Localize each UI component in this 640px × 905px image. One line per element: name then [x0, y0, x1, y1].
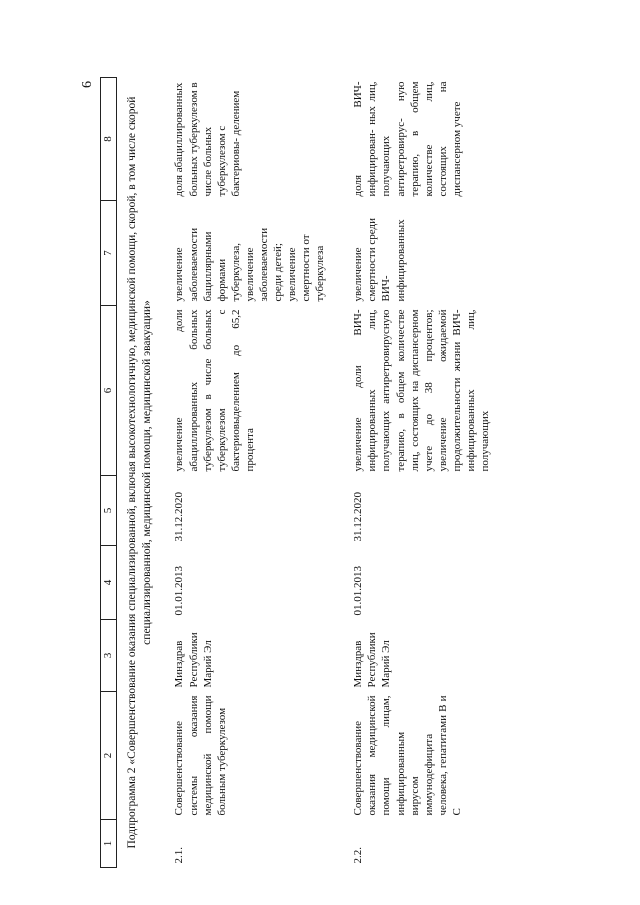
expected-result: увеличение доли абациллированных больных туберкулезом в числе больных туберкулезом с бактериовыделением до 65,2 процента: [173, 309, 256, 472]
column-header: 5: [101, 476, 117, 546]
column-header: 4: [101, 546, 117, 620]
start-date: 01.01.2013: [173, 566, 186, 616]
table-row: [343, 78, 508, 868]
header-row: [101, 78, 117, 868]
executor: Минздрав Республики Марий Эл: [352, 632, 393, 688]
program-table: [100, 77, 508, 868]
measure-name: Совершенствование системы оказания медицинской помощи больным туберкулезом: [173, 695, 228, 816]
row-number: 2.1.: [173, 847, 186, 864]
executor: Минздрав Республики Марий Эл: [173, 632, 214, 688]
subprogram-row: [117, 78, 165, 868]
consequences: увеличение заболеваемости бациллярными формами туберкулеза, увеличение заболеваемости среди детей; увеличение смертности от туберкулеза: [173, 227, 327, 302]
column-header: 2: [101, 692, 117, 820]
end-date: 31.12.2020: [352, 492, 365, 542]
subprogram-title: Подпрограмма 2 «Совершенствование оказания специализированной, включая высокотехнологичную, медицинской помощи, скорой, в том числе скорой специализированной, медицинской помощи, медицинской эвакуации»: [126, 96, 153, 849]
column-header: 6: [101, 306, 117, 476]
column-header: 7: [101, 201, 117, 306]
rotated-table-container: [100, 78, 530, 868]
column-header: 3: [101, 620, 117, 692]
end-date: 31.12.2020: [173, 492, 186, 542]
row-number: 2.2.: [352, 847, 365, 864]
page-number: 6: [80, 81, 95, 88]
expected-result: увеличение доли ВИЧ-инфицированных лиц, получающих антиретровирусную терапию, в общем количестве лиц, состоящих на диспансерном учете до 38 процентов; увеличение ожидаемой продолжительности жизни ВИЧ-инфицированных лиц, получающих: [352, 309, 491, 472]
consequences: увеличение смертности среди ВИЧ-инфицированных: [352, 218, 407, 302]
column-header: 1: [101, 820, 117, 868]
indicator: доля абациллированных больных туберкулезом в числе больных туберкулезом с бактериовы- делением: [173, 82, 242, 197]
table-row: [164, 78, 343, 868]
start-date: 01.01.2013: [352, 566, 365, 616]
measure-name: Совершенствование оказания медицинской помощи лицам, инфицированным вирусом иммунодефицита человека, гепатитами B и C: [352, 695, 463, 816]
column-header: 8: [101, 78, 117, 201]
indicator: доля ВИЧ-инфицирован- ных лиц, получающих антиретровирус- ную терапию, в общем количестве лиц, состоящих на диспансерном учете: [352, 81, 463, 197]
